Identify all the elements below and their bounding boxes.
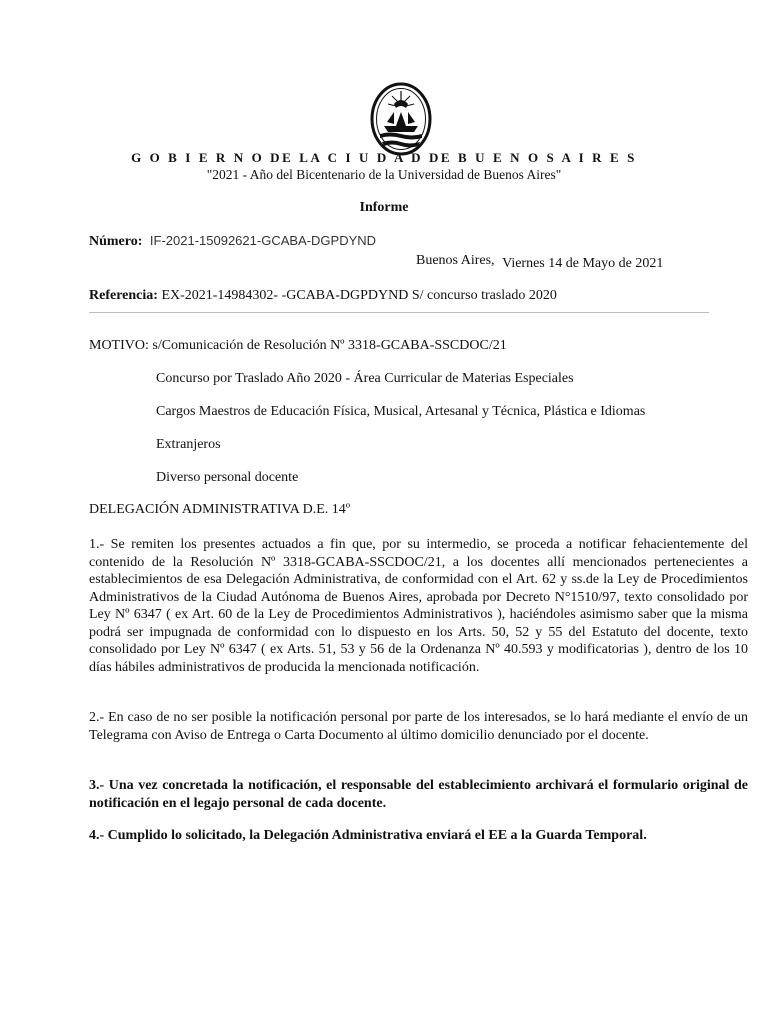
referencia-label: Referencia: <box>89 288 158 303</box>
motivo-detail-line: Cargos Maestros de Educación Física, Musical, Artesanal y Técnica, Plástica e Idiomas <box>156 404 646 419</box>
city-seal-icon <box>370 82 432 156</box>
delegation-heading: DELEGACIÓN ADMINISTRATIVA D.E. 14º <box>89 502 351 517</box>
year-motto: "2021 - Año del Bicentenario de la Universidad de Buenos Aires" <box>206 167 562 182</box>
paragraph-3: 3.- Una vez concretada la notificación, el responsable del establecimiento archivará el formulario original de notificación en el legajo personal de cada docente. <box>89 778 748 811</box>
document-type-title: Informe <box>359 200 409 215</box>
place-date <box>416 253 663 269</box>
motivo-line: MOTIVO: s/Comunicación de Resolución Nº 3318-GCABA-SSCDOC/21 <box>89 338 507 353</box>
document-number <box>89 233 376 250</box>
government-name: G O B I E R N O DE LA C I U D A D DE B U E N O S A I R E S <box>131 150 637 165</box>
document-date: Viernes 14 de Mayo de 2021 <box>502 256 664 271</box>
numero-label: Número: <box>89 234 143 249</box>
motivo-detail-line: Concurso por Traslado Año 2020 - Área Curricular de Materias Especiales <box>156 371 574 386</box>
motivo-detail-line: Diverso personal docente <box>156 470 299 485</box>
numero-value: IF-2021-15092621-GCABA-DGPDYND <box>149 233 377 248</box>
paragraph-1: 1.- Se remiten los presentes actuados a fin que, por su intermedio, se proceda a notificar fehacientemente del contenido de la Resolución Nº 3318-GCABA-SSCDOC/21, a los docentes allí mencionados pertenecientes a establecimientos de esa Delegación Administrativa, de conformidad con el Art. 62 y ss.de la Ley de Procedimientos Administrativos de la Ciudad Autónoma de Buenos Aires, aprobada por Decreto N°1510/97, texto consolidado por Ley Nº 6347 ( ex Art. 60 de la Ley de Procedimientos Administrativos ), haciéndoles asimismo saber que la misma podrá ser impugnada de conformidad con lo dispuesto en los Arts. 50, 52 y 55 del Estatuto del docente, texto consolidado por Ley Nº 6347 ( ex Arts. 51, 53 y 56 de la Ordenanza Nº 40.593 y modificatorias ), dentro de los 10 días hábiles administrativos de producida la mencionada notificación. <box>89 537 748 675</box>
referencia-value: EX-2021-14984302- -GCABA-DGPDYND S/ concurso traslado 2020 <box>161 288 557 303</box>
reference <box>89 288 557 304</box>
motivo-detail-line: Extranjeros <box>156 437 221 452</box>
place: Buenos Aires, <box>416 253 495 268</box>
paragraph-4: 4.- Cumplido lo solicitado, la Delegación Administrativa enviará el EE a la Guarda Temporal. <box>89 828 647 843</box>
header-divider <box>89 312 709 313</box>
paragraph-2: 2.- En caso de no ser posible la notificación personal por parte de los interesados, se lo hará mediante el envío de un Telegrama con Aviso de Entrega o Carta Documento al último domicilio denunciado por el docente. <box>89 710 748 743</box>
